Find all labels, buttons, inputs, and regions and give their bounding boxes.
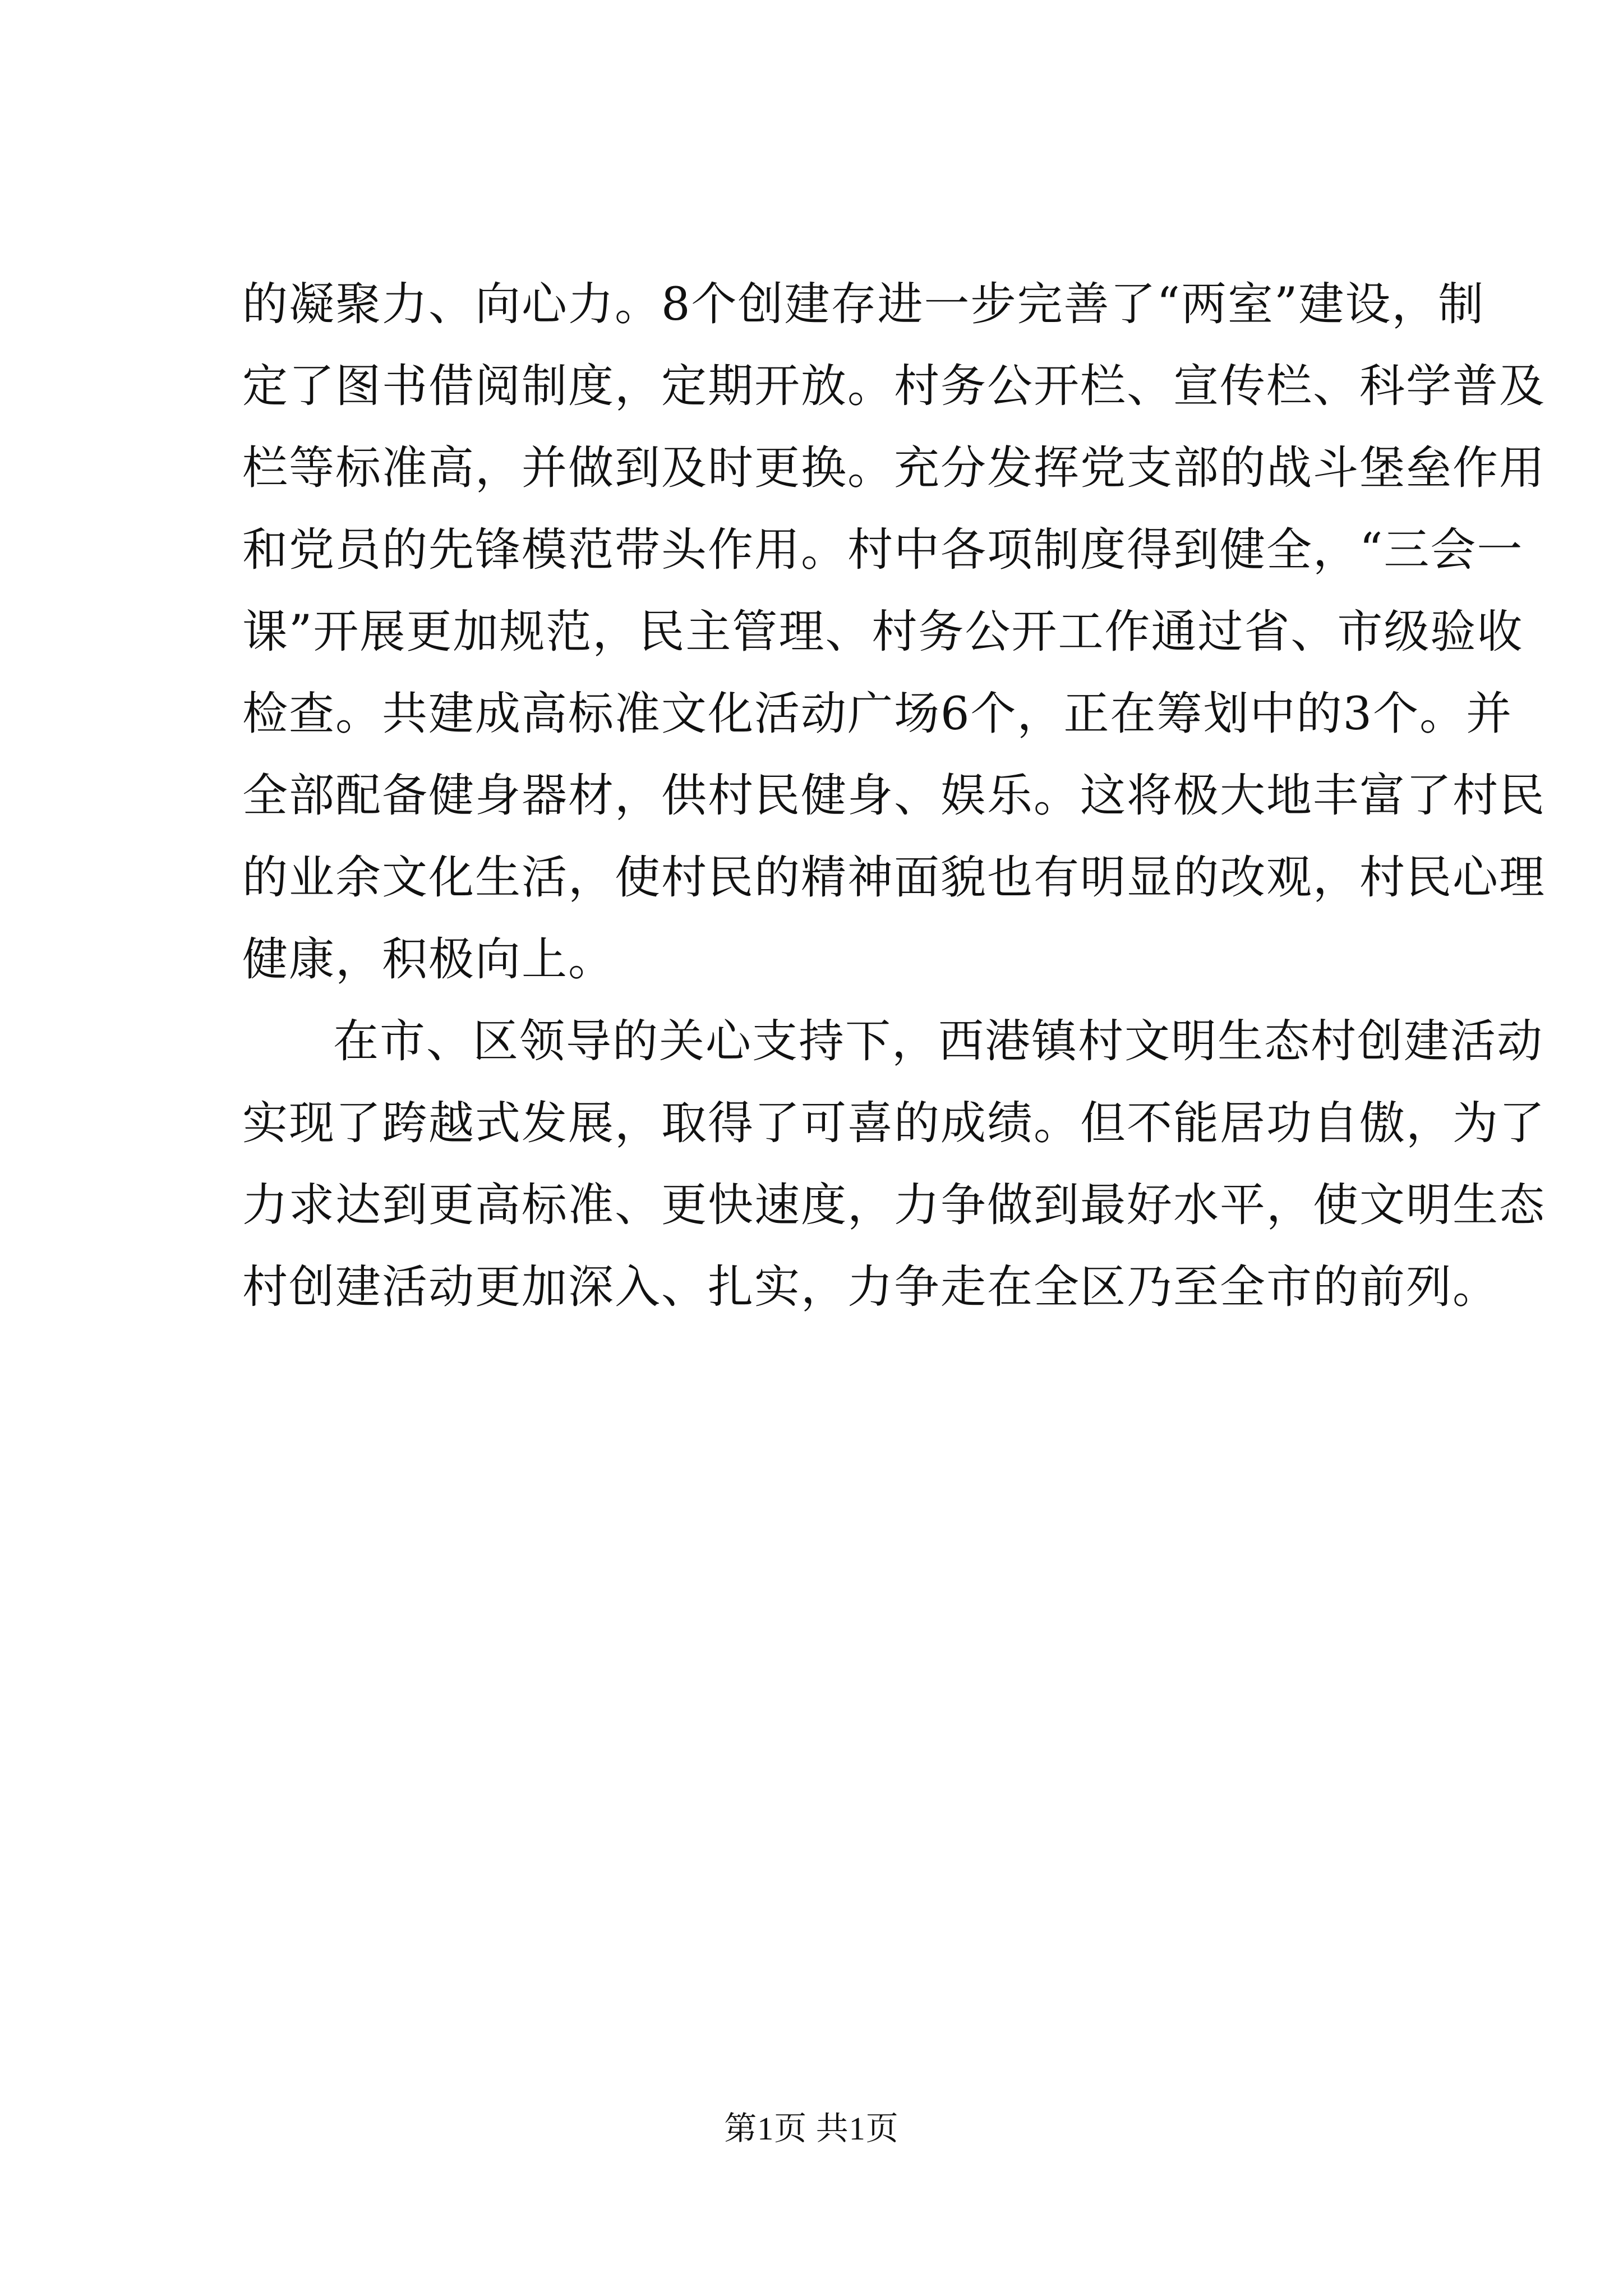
text-line: 定了图书借阅制度，定期开放。村务公开栏、宣传栏、科学普及: [242, 360, 1546, 413]
text-line: 力求达到更高标准、更快速度，力争做到最好水平，使文明生态: [242, 1179, 1546, 1232]
text-line: 村创建活动更加深入、扎实，力争走在全区乃至全市的前列。: [242, 1261, 1500, 1314]
text-line: 栏等标准高，并做到及时更换。充分发挥党支部的战斗堡垒作用: [242, 442, 1546, 495]
text-line: 全部配备健身器材，供村民健身、娱乐。这将极大地丰富了村民: [242, 770, 1546, 822]
text-line: 健康，积极向上。: [242, 933, 615, 986]
page-number-info: 第1页 共1页: [724, 2110, 899, 2147]
text-line: 检查。共建成高标准文化活动广场6个，正在筹划中的3个。并: [242, 688, 1513, 740]
text-line: 实现了跨越式发展，取得了可喜的成绩。但不能居功自傲，为了: [242, 1097, 1546, 1150]
text-line: 的凝聚力、向心力。8个创建存进一步完善了“两室”建设，制: [242, 278, 1485, 331]
page-footer: [0, 2106, 1623, 2151]
paragraph-2: [242, 1001, 1546, 1328]
paragraph-1: [242, 264, 1546, 1001]
text-line: 和党员的先锋模范带头作用。村中各项制度得到健全，“三会一: [242, 524, 1524, 577]
text-line: 课”开展更加规范，民主管理、村务公开工作通过省、市级验收: [242, 606, 1524, 659]
document-body: [242, 264, 1546, 1328]
text-line: 的业余文化生活，使村民的精神面貌也有明显的改观，村民心理: [242, 852, 1546, 904]
text-line-first-indented: 在市、区领导的关心支持下，西港镇村文明生态村创建活动: [333, 1015, 1544, 1068]
